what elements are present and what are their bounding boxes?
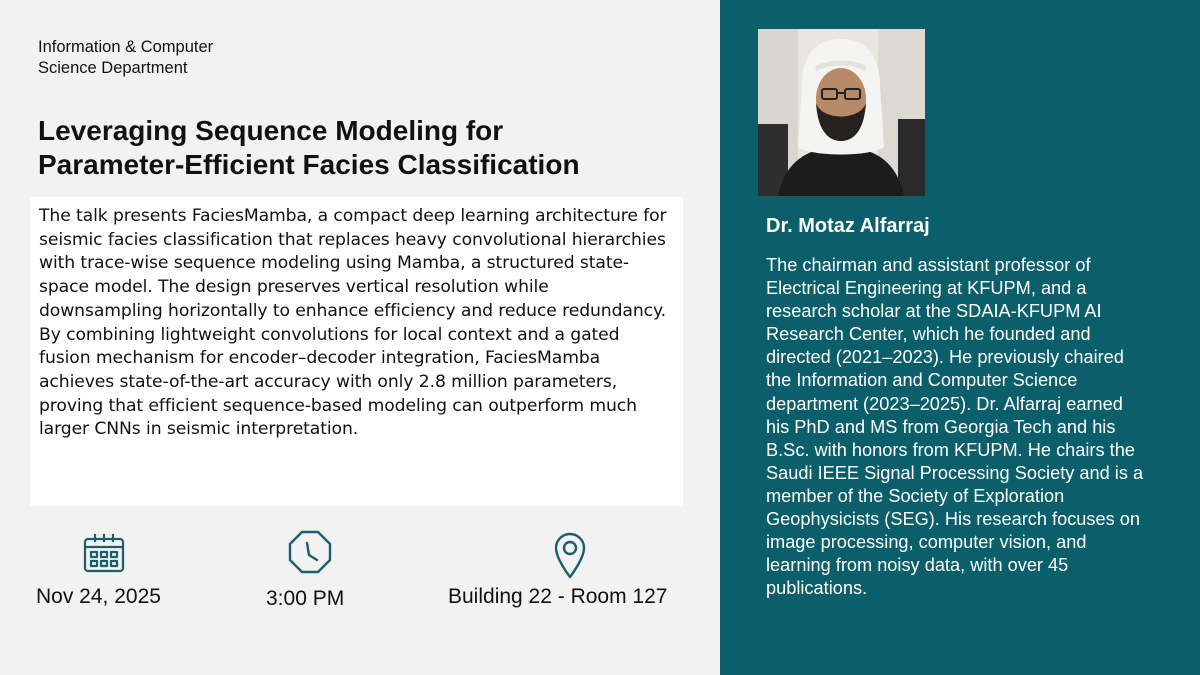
talk-title [38,114,698,182]
talk-title-line-1: Leveraging Sequence Modeling for [38,115,504,146]
department-line-2: Science Department [38,59,188,77]
department-line-1: Information & Computer [38,38,214,56]
speaker-photo [758,29,925,196]
event-date: Nov 24, 2025 [36,585,161,608]
calendar-icon [82,531,126,575]
talk-title-line-2: Parameter-Efficient Facies Classification [38,149,580,180]
clock-icon [287,529,333,575]
abstract-box [30,197,683,506]
speaker-name: Dr. Motaz Alfarraj [766,215,930,237]
event-location: Building 22 - Room 127 [448,585,668,608]
speaker-bio: The chairman and assistant professor of Electrical Engineering at KFUPM, and a research scholar at the SDAIA-KFUPM AI Research Center, which he founded and directed (2021–2023). He previously chaired the Information and Computer Science department (2023–2025). Dr. Alfarraj earned his PhD and MS from Georgia Tech and his B.Sc. with honors from KFUPM. He chairs the Saudi IEEE Signal Processing Society and is a member of the Society of Exploration Geophysicists (SEG). His research focuses on image processing, computer vision, and learning from noisy data, with over 45 publications. [766,255,1144,599]
location-pin-icon [553,531,587,579]
event-time: 3:00 PM [266,587,345,610]
talk-abstract: The talk presents FaciesMamba, a compact deep learning architecture for seismic facies classification that replaces heavy convolutional hierarchies with trace-wise sequence modeling using Mamba, a structured state-space model. The design preserves vertical resolution while downsampling horizontally to enhance efficiency and reduce redundancy. By combining lightweight convolutions for local context and a gated fusion mechanism for encoder–decoder integration, FaciesMamba achieves state-of-the-art accuracy with only 2.8 million parameters, proving that efficient sequence-based modeling can outperform much larger CNNs in seismic interpretation. [39,206,667,440]
department-label [38,37,338,79]
